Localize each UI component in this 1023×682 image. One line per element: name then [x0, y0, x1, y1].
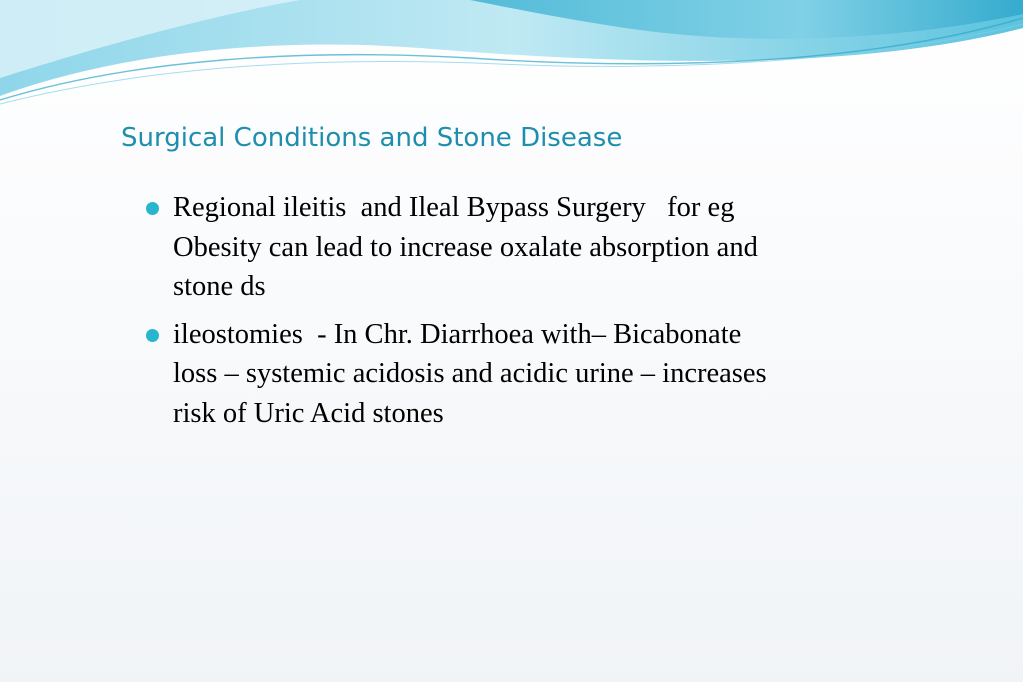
bullet-dot-icon: [146, 329, 159, 342]
bullet-item-ileostomies: [146, 315, 906, 434]
bullet-list: [146, 188, 906, 441]
bullet-dot-icon: [146, 202, 159, 215]
wave-banner-decoration: [0, 0, 1023, 120]
bullet-line: risk of Uric Acid stones: [173, 397, 444, 429]
bullet-line: loss – systemic acidosis and acidic urine – increases: [173, 358, 767, 389]
bullet-line: Regional ileitis and Ileal Bypass Surgery for eg: [173, 192, 735, 223]
bullet-item-ileal-bypass: [146, 188, 906, 307]
bullet-line: stone ds: [173, 271, 266, 302]
bullet-line: ileostomies - In Chr. Diarrhoea with– Bicabonate: [173, 318, 742, 350]
bullet-line: Obesity can lead to increase oxalate absorption and: [173, 231, 758, 263]
slide-title: Surgical Conditions and Stone Disease: [121, 123, 623, 153]
